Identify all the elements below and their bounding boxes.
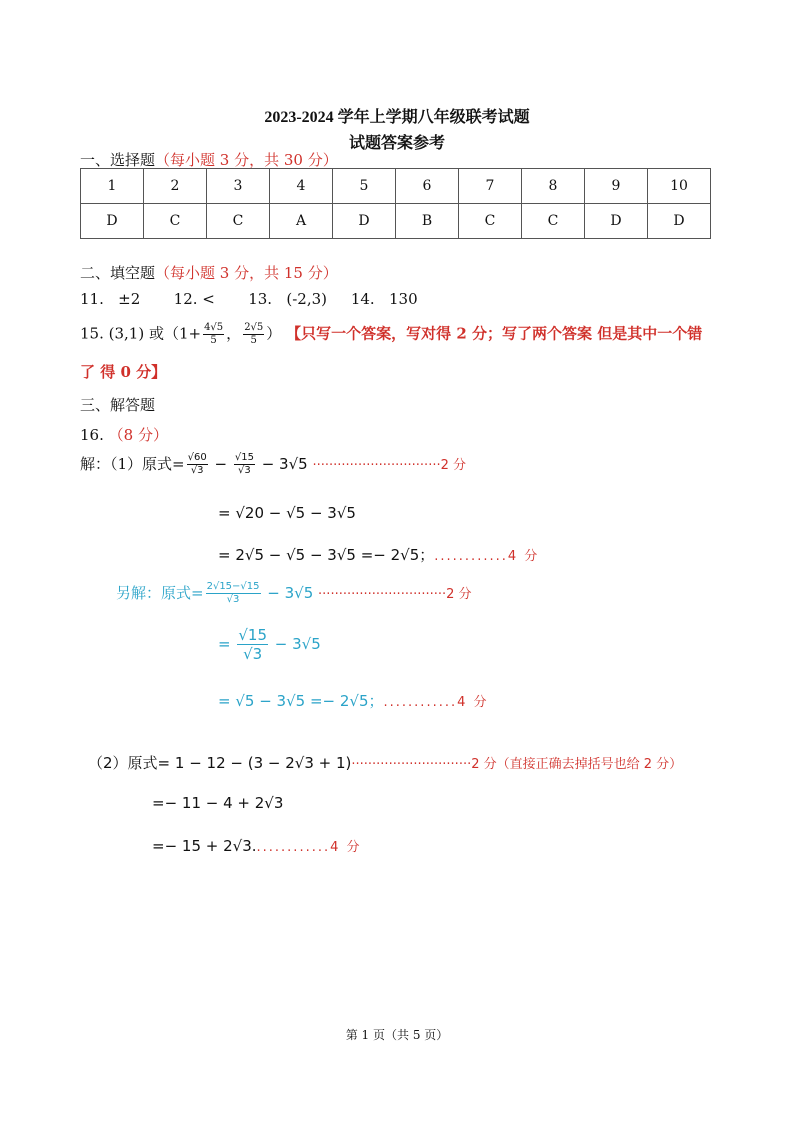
alt-score-mark: ·······························2 分 <box>318 587 472 602</box>
alt2-rest: − 3√5 <box>270 635 321 653</box>
frac-denominator: 5 <box>210 335 217 346</box>
section2-label: 二、填空题 <box>80 264 156 282</box>
solution-step-1 <box>80 452 466 477</box>
page-subtitle: 试题答案参考 <box>348 135 445 152</box>
step1-fraction-a <box>187 452 208 477</box>
frac-numerator: 2√5 <box>244 322 264 333</box>
solution-step-3 <box>218 544 539 565</box>
step1-rest: − 3√5 <box>256 455 308 473</box>
alt2-eq: = <box>218 635 236 653</box>
section2-note: （每小题 3 分，共 15 分） <box>155 264 338 282</box>
table-cell: D <box>585 204 648 239</box>
table-cell: C <box>459 204 522 239</box>
table-cell: C <box>522 204 585 239</box>
section2-heading <box>80 262 338 283</box>
question-number-row <box>81 169 711 204</box>
step1-prefix: 解：（1）原式= <box>80 455 185 473</box>
table-cell: 4 <box>270 169 333 204</box>
alt-solution-step-1 <box>116 581 472 606</box>
frac-numerator: 4√5 <box>204 322 224 333</box>
alt2-fraction <box>237 626 268 663</box>
q16-number: 16. <box>80 426 104 444</box>
q15-separator: ， <box>226 324 242 343</box>
q16-heading <box>80 424 168 445</box>
q15-grading-note: 【只写一个答案，写对得 2 分；写了两个答案 但是其中一个错 <box>286 324 703 343</box>
alt-prefix: 另解：原式= <box>116 584 204 602</box>
table-cell: 2 <box>144 169 207 204</box>
q16-score: （8 分） <box>108 426 168 444</box>
part2-step-3 <box>152 836 362 855</box>
table-cell: 9 <box>585 169 648 204</box>
table-cell: 5 <box>333 169 396 204</box>
fill-answers-line: 11. ±2 12. < 13. (-2,3) 14. 130 <box>80 290 418 308</box>
answer-table <box>80 168 711 239</box>
part2-score-mark: ·····························2 分（直接正确去掉括号也给 2 分） <box>351 757 683 772</box>
table-cell: 7 <box>459 169 522 204</box>
frac-denominator: √3 <box>243 645 263 663</box>
table-cell: 6 <box>396 169 459 204</box>
frac-denominator: √3 <box>226 594 240 605</box>
alt-fraction <box>206 581 261 606</box>
part2-final-score-mark: ............4 分 <box>256 840 362 855</box>
q15-grading-note-cont: 了 得 0 分】 <box>80 363 167 381</box>
table-cell: D <box>81 204 144 239</box>
q15-prefix: 15. (3,1) 或（1+ <box>80 324 202 343</box>
table-cell: 3 <box>207 169 270 204</box>
part2-step-2: =− 11 − 4 + 2√3 <box>152 794 284 812</box>
page-title: 2023-2024 学年上学期八年级联考试题 <box>264 109 530 126</box>
table-cell: C <box>207 204 270 239</box>
table-cell: B <box>396 204 459 239</box>
frac-numerator: √15 <box>238 626 267 644</box>
alt3-score-mark: ............4 分 <box>383 695 489 710</box>
table-cell: D <box>333 204 396 239</box>
alt-solution-step-3 <box>218 690 489 711</box>
step1-fraction-b <box>234 452 255 477</box>
frac-denominator: 5 <box>250 335 257 346</box>
table-cell: D <box>648 204 711 239</box>
frac-numerator: √60 <box>187 452 207 463</box>
alt-rest: − 3√5 <box>262 584 314 602</box>
q15-fraction-1 <box>203 322 224 347</box>
table-cell: A <box>270 204 333 239</box>
answer-row <box>81 204 711 239</box>
page-footer: 第 1 页（共 5 页） <box>345 1028 449 1042</box>
q15-close: ） <box>266 324 282 343</box>
step3-score-mark: ............4 分 <box>434 549 540 564</box>
section3-label: 三、解答题 <box>80 396 156 414</box>
step1-minus: − <box>209 455 232 473</box>
q15-fraction-2 <box>243 322 264 347</box>
part2-expression: （2）原式= 1 − 12 − (3 − 2√3 + 1) <box>88 754 352 772</box>
alt3-expression: = √5 − 3√5 =− 2√5； <box>218 692 384 710</box>
step1-score-mark: ·······························2 分 <box>312 458 466 473</box>
section1-heading <box>80 149 338 170</box>
part2-final-expression: =− 15 + 2√3. <box>152 837 257 855</box>
step3-expression: = 2√5 − √5 − 3√5 =− 2√5； <box>218 546 435 564</box>
table-cell: 1 <box>81 169 144 204</box>
table-cell: 8 <box>522 169 585 204</box>
solution-step-2: = √20 − √5 − 3√5 <box>218 504 356 522</box>
frac-numerator: 2√15−√15 <box>206 581 260 592</box>
section1-note: （每小题 3 分，共 30 分） <box>155 151 338 169</box>
frac-denominator: √3 <box>238 465 251 476</box>
section1-label: 一、选择题 <box>80 151 156 169</box>
part2-step-1 <box>88 752 682 773</box>
q15-answer <box>80 322 702 347</box>
alt-solution-step-2 <box>218 626 321 663</box>
frac-denominator: √3 <box>190 465 204 476</box>
table-cell: C <box>144 204 207 239</box>
table-cell: 10 <box>648 169 711 204</box>
frac-numerator: √15 <box>234 452 254 463</box>
